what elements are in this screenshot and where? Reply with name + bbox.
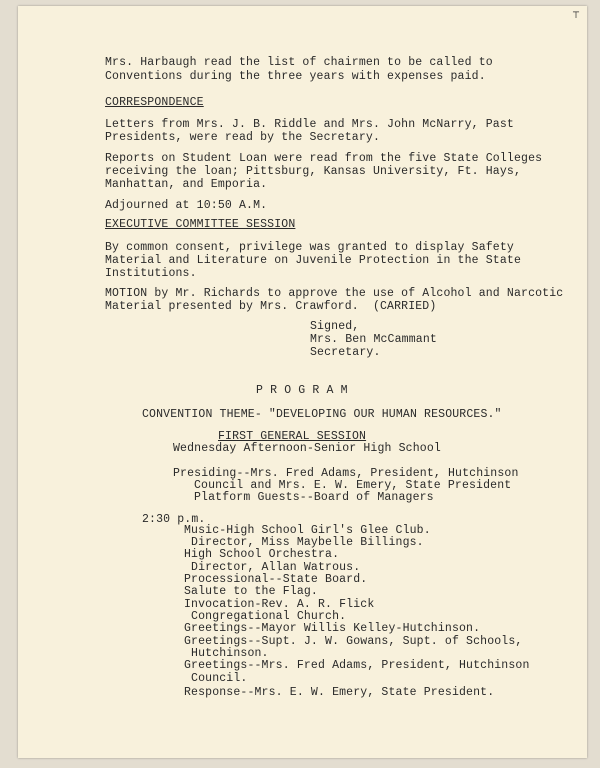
presiding-line-2: Council and Mrs. E. W. Emery, State President: [194, 479, 512, 492]
correspondence-para2-line3: Manhattan, and Emporia.: [105, 178, 268, 191]
program-item: Director, Miss Maybelle Billings.: [184, 536, 424, 549]
signature-signed: Signed,: [310, 320, 360, 333]
correspondence-para1-line2: Presidents, were read by the Secretary.: [105, 131, 380, 144]
adjourned-text: Adjourned at 10:50 A.M.: [105, 199, 268, 212]
program-item: Music-High School Girl's Glee Club.: [184, 524, 431, 537]
executive-heading: EXECUTIVE COMMITTEE SESSION: [105, 218, 296, 231]
correspondence-para1-line1: Letters from Mrs. J. B. Riddle and Mrs. John McNarry, Past: [105, 118, 514, 131]
intro-line-2: Conventions during the three years with expenses paid.: [105, 70, 486, 83]
program-item: High School Orchestra.: [184, 548, 340, 561]
program-item: Congregational Church.: [184, 610, 347, 623]
session-title: FIRST GENERAL SESSION: [218, 430, 367, 443]
program-item: Salute to the Flag.: [184, 585, 318, 598]
presiding-line-1: Presiding--Mrs. Fred Adams, President, Hutchinson: [173, 467, 519, 480]
correspondence-para2-line1: Reports on Student Loan were read from the five State Colleges: [105, 152, 543, 165]
signature-title: Secretary.: [310, 346, 381, 359]
program-item: Council.: [184, 672, 248, 685]
program-item: Greetings--Supt. J. W. Gowans, Supt. of Schools,: [184, 635, 523, 648]
correspondence-heading: CORRESPONDENCE: [105, 96, 204, 109]
convention-theme: CONVENTION THEME- "DEVELOPING OUR HUMAN RESOURCES.": [142, 408, 502, 421]
program-item: Invocation-Rev. A. R. Flick: [184, 598, 375, 611]
program-item: Response--Mrs. E. W. Emery, State President.: [184, 686, 495, 699]
executive-para1-line2: Material and Literature on Juvenile Protection in the State: [105, 254, 522, 267]
program-item: Processional--State Board.: [184, 573, 368, 586]
program-item: Director, Allan Watrous.: [184, 561, 361, 574]
corner-mark: ┬: [572, 8, 579, 19]
program-item: Hutchinson.: [184, 647, 269, 660]
signature-name: Mrs. Ben McCammant: [310, 333, 437, 346]
program-time: 2:30 p.m.: [142, 513, 206, 526]
motion-line-2: Material presented by Mrs. Crawford. (CARRIED): [105, 300, 437, 313]
program-item: Greetings--Mayor Willis Kelley-Hutchinson.: [184, 622, 481, 635]
presiding-line-3: Platform Guests--Board of Managers: [194, 491, 434, 504]
motion-line-1: MOTION by Mr. Richards to approve the use of Alcohol and Narcotic: [105, 287, 564, 300]
intro-line-1: Mrs. Harbaugh read the list of chairmen to be called to: [105, 56, 493, 69]
program-item: Greetings--Mrs. Fred Adams, President, Hutchinson: [184, 659, 530, 672]
document-page: [18, 6, 587, 758]
session-place: Wednesday Afternoon-Senior High School: [173, 442, 441, 455]
program-heading: P R O G R A M: [256, 384, 348, 397]
executive-para1-line1: By common consent, privilege was granted to display Safety: [105, 241, 514, 254]
correspondence-para2-line2: receiving the loan; Pittsburg, Kansas University, Ft. Hays,: [105, 165, 522, 178]
executive-para1-line3: Institutions.: [105, 267, 197, 280]
